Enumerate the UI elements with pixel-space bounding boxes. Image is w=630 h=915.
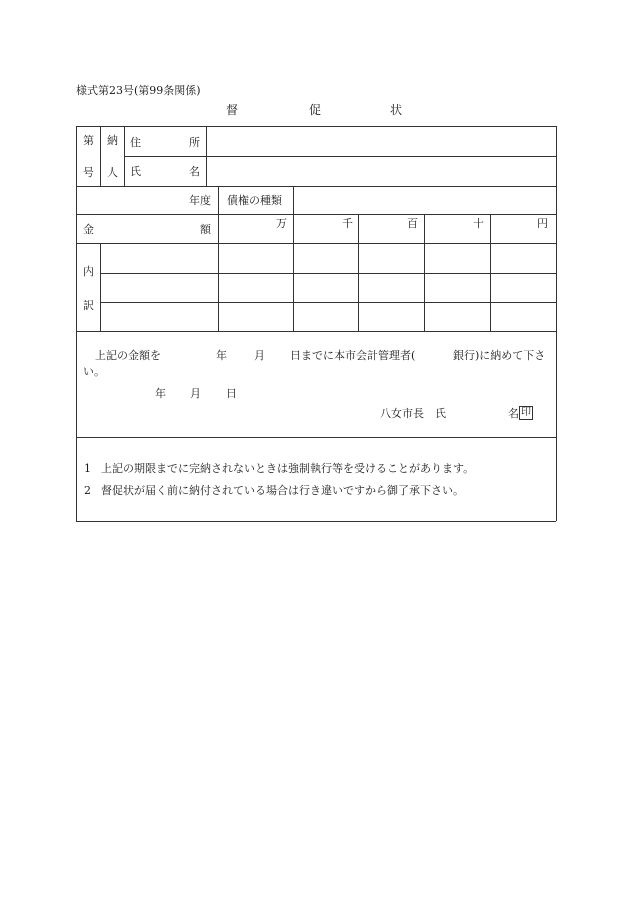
rule-v-amount-4 [424,214,425,331]
address-label-2: 所 [189,136,200,149]
notice-month: 月 [254,349,265,362]
issue-date-month: 月 [190,387,201,400]
rule-v-amount-3 [358,214,359,331]
title-char-1: 督 [226,103,239,117]
seal-box: 印 [521,407,531,418]
notice-text-2: 日までに本市会計管理者( [290,349,416,362]
rule-v-breakdown-label [100,243,101,331]
claim-type-label: 債権の種類 [227,194,282,207]
breakdown-label-2: 訳 [83,299,94,312]
note-2-text: 督促状が届く前に納付されている場合は行き違いですから御了承下さい。 [101,484,464,497]
notice-year: 年 [216,349,227,362]
unit-sen: 千 [342,217,353,230]
rule-breakdown-bottom [76,331,556,332]
table-border-right [556,126,557,521]
unit-en: 円 [537,217,548,230]
rule-v-taxpayer-1 [100,126,101,186]
notice-text-4: い。 [83,365,105,378]
note-1-number: 1 [84,462,91,475]
rule-v-claim-type [293,186,294,214]
issue-date-year: 年 [155,387,166,400]
rule-year-bottom [76,214,556,215]
taxpayer-label-nou: 納 [107,134,118,147]
rule-notice-bottom [76,437,556,438]
title-char-2: 促 [309,103,322,117]
rule-address-name [124,156,556,157]
notice-text-3: 銀行)に納めて下さ [453,349,546,362]
issuer-suffix: 名 [508,407,519,420]
rule-breakdown-1 [100,273,556,274]
note-2-number: 2 [84,484,91,497]
issuer-label: 八女市長 氏 [380,407,446,420]
table-border-top [76,126,556,127]
name-label-2: 名 [189,165,200,178]
rule-v-amount-1 [218,214,219,331]
address-label-1: 住 [130,136,141,149]
taxpayer-label-dai: 第 [83,134,94,147]
amount-label-1: 金 [83,223,94,236]
table-border-bottom [76,521,556,522]
title-char-3: 状 [390,103,403,117]
taxpayer-label-nin: 人 [107,166,118,179]
notice-text-1: 上記の金額を [95,349,161,362]
taxpayer-label-go: 号 [83,166,94,179]
unit-man: 万 [276,217,287,230]
rule-taxpayer-bottom [76,186,556,187]
rule-v-amount-2 [293,214,294,331]
form-number-label: 様式第23号(第99条関係) [76,84,201,97]
breakdown-label-1: 内 [83,265,94,278]
note-1-text: 上記の期限までに完納されないときは強制執行等を受けることがあります。 [101,462,475,475]
rule-v-taxpayer-3 [206,126,207,186]
issue-date-day: 日 [226,387,237,400]
amount-label-2: 額 [200,223,211,236]
rule-v-year [218,186,219,214]
unit-juu: 十 [473,217,484,230]
fiscal-year-label: 年度 [189,194,211,207]
name-label-1: 氏 [130,165,141,178]
rule-breakdown-2 [100,302,556,303]
rule-amount-bottom [76,243,556,244]
rule-v-taxpayer-2 [124,126,125,186]
unit-hyaku: 百 [407,217,418,230]
rule-v-amount-5 [490,214,491,331]
